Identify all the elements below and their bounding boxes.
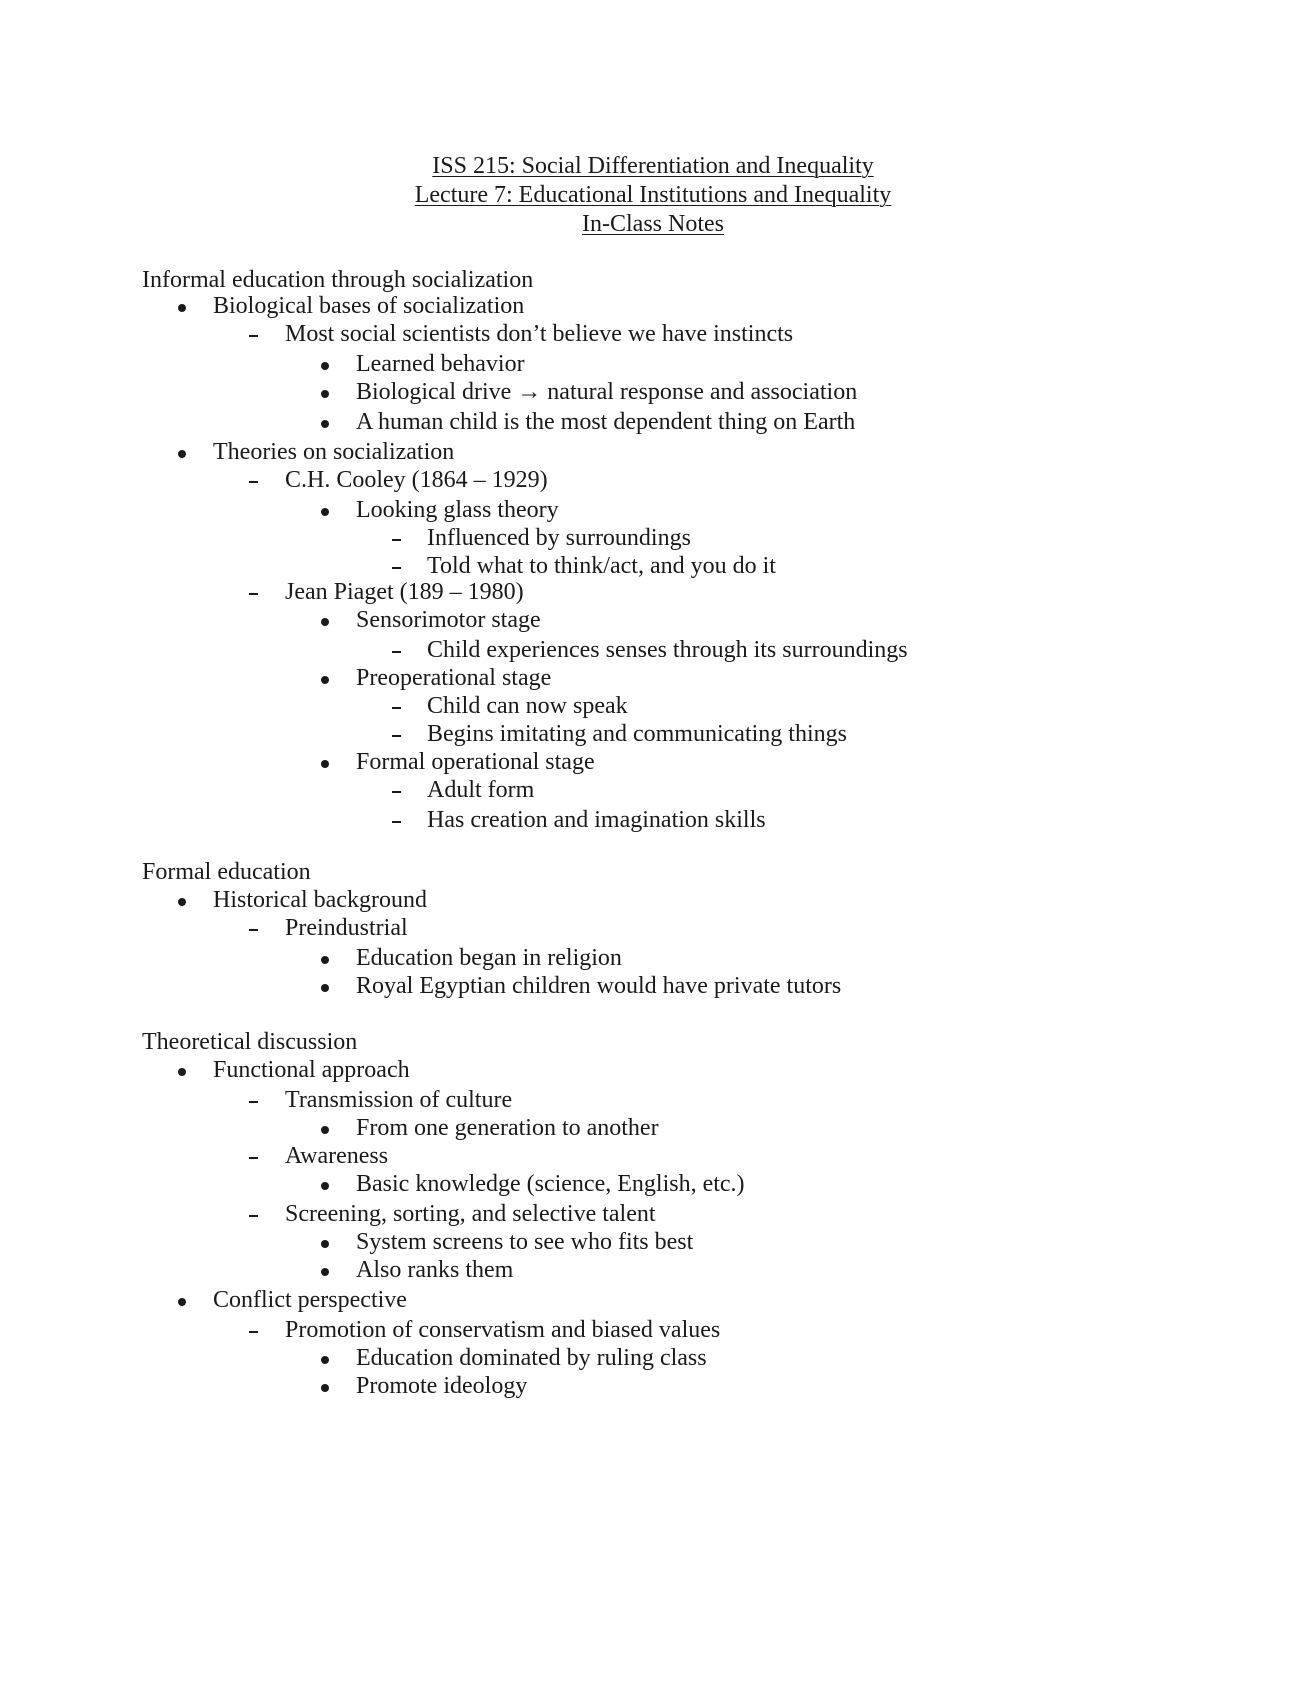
outline-item: Most social scientists don’t believe we have instincts: [285, 321, 794, 347]
outline-item: Basic knowledge (science, English, etc.): [356, 1171, 745, 1197]
bullet-icon: [321, 420, 329, 428]
outline-item: Told what to think/act, and you do it: [427, 553, 776, 579]
dash-marker: [249, 335, 258, 337]
dash-marker: [249, 593, 258, 595]
bullet-icon: [321, 1126, 329, 1134]
outline-item: Conflict perspective: [213, 1287, 407, 1313]
dash-marker: [392, 735, 401, 737]
bullet-icon: [178, 1298, 186, 1306]
dash-marker: [249, 1157, 258, 1159]
outline-item: Awareness: [285, 1143, 389, 1169]
outline-item: From one generation to another: [356, 1115, 659, 1141]
dash-marker: [392, 567, 401, 569]
document-header: [0, 152, 1306, 239]
bullet-icon: [321, 984, 329, 992]
dash-marker: [249, 481, 258, 483]
dash-marker: [249, 929, 258, 931]
outline-item: Has creation and imagination skills: [427, 807, 766, 833]
outline-item: Child experiences senses through its surroundings: [427, 637, 908, 663]
bullet-icon: [321, 1268, 329, 1276]
bullet-icon: [321, 362, 329, 370]
course-title: ISS 215: Social Differentiation and Inequality: [432, 153, 874, 179]
outline-item: Royal Egyptian children would have private tutors: [356, 973, 842, 999]
bullet-icon: [321, 618, 329, 626]
bullet-icon: [321, 676, 329, 684]
outline-item: Learned behavior: [356, 351, 525, 377]
outline-item: Education dominated by ruling class: [356, 1345, 707, 1371]
bullet-icon: [321, 1240, 329, 1248]
bullet-icon: [178, 1068, 186, 1076]
dash-marker: [392, 791, 401, 793]
notes-subtitle: In-Class Notes: [582, 211, 724, 237]
outline-item: Jean Piaget (189 – 1980): [285, 579, 524, 605]
outline-item: Functional approach: [213, 1057, 410, 1083]
dash-marker: [249, 1215, 258, 1217]
outline-item: C.H. Cooley (1864 – 1929): [285, 467, 548, 493]
outline-item: Sensorimotor stage: [356, 607, 541, 633]
section-heading: Theoretical discussion: [142, 1029, 358, 1055]
dash-marker: [249, 1331, 258, 1333]
outline-item: Influenced by surroundings: [427, 525, 691, 551]
dash-marker: [392, 821, 401, 823]
bullet-icon: [321, 1384, 329, 1392]
outline-item: Child can now speak: [427, 693, 628, 719]
outline-item: Preoperational stage: [356, 665, 552, 691]
dash-marker: [249, 1101, 258, 1103]
lecture-title: Lecture 7: Educational Institutions and Inequality: [414, 182, 892, 208]
outline-item: Historical background: [213, 887, 427, 913]
outline-item: Promote ideology: [356, 1373, 528, 1399]
bullet-icon: [321, 1356, 329, 1364]
outline-item: Preindustrial: [285, 915, 408, 941]
outline-item: Biological drive → natural response and association: [356, 379, 858, 405]
outline-item: Looking glass theory: [356, 497, 559, 523]
outline-item: Promotion of conservatism and biased values: [285, 1317, 721, 1343]
bullet-icon: [178, 898, 186, 906]
outline-item: Also ranks them: [356, 1257, 514, 1283]
dash-marker: [392, 707, 401, 709]
outline-item: System screens to see who fits best: [356, 1229, 694, 1255]
bullet-icon: [321, 760, 329, 768]
dash-marker: [392, 651, 401, 653]
dash-marker: [392, 539, 401, 541]
outline-item: Theories on socialization: [213, 439, 455, 465]
outline-item: Transmission of culture: [285, 1087, 513, 1113]
outline-item: Screening, sorting, and selective talent: [285, 1201, 656, 1227]
section-heading: Informal education through socialization: [142, 267, 534, 293]
bullet-icon: [321, 390, 329, 398]
section-heading: Formal education: [142, 859, 311, 885]
bullet-icon: [178, 450, 186, 458]
bullet-icon: [178, 304, 186, 312]
outline-item: Formal operational stage: [356, 749, 595, 775]
outline-item: Adult form: [427, 777, 535, 803]
outline-item: A human child is the most dependent thing on Earth: [356, 409, 856, 435]
outline-item: Education began in religion: [356, 945, 622, 971]
outline-item: Begins imitating and communicating things: [427, 721, 847, 747]
bullet-icon: [321, 508, 329, 516]
bullet-icon: [321, 956, 329, 964]
bullet-icon: [321, 1182, 329, 1190]
outline-item: Biological bases of socialization: [213, 293, 525, 319]
